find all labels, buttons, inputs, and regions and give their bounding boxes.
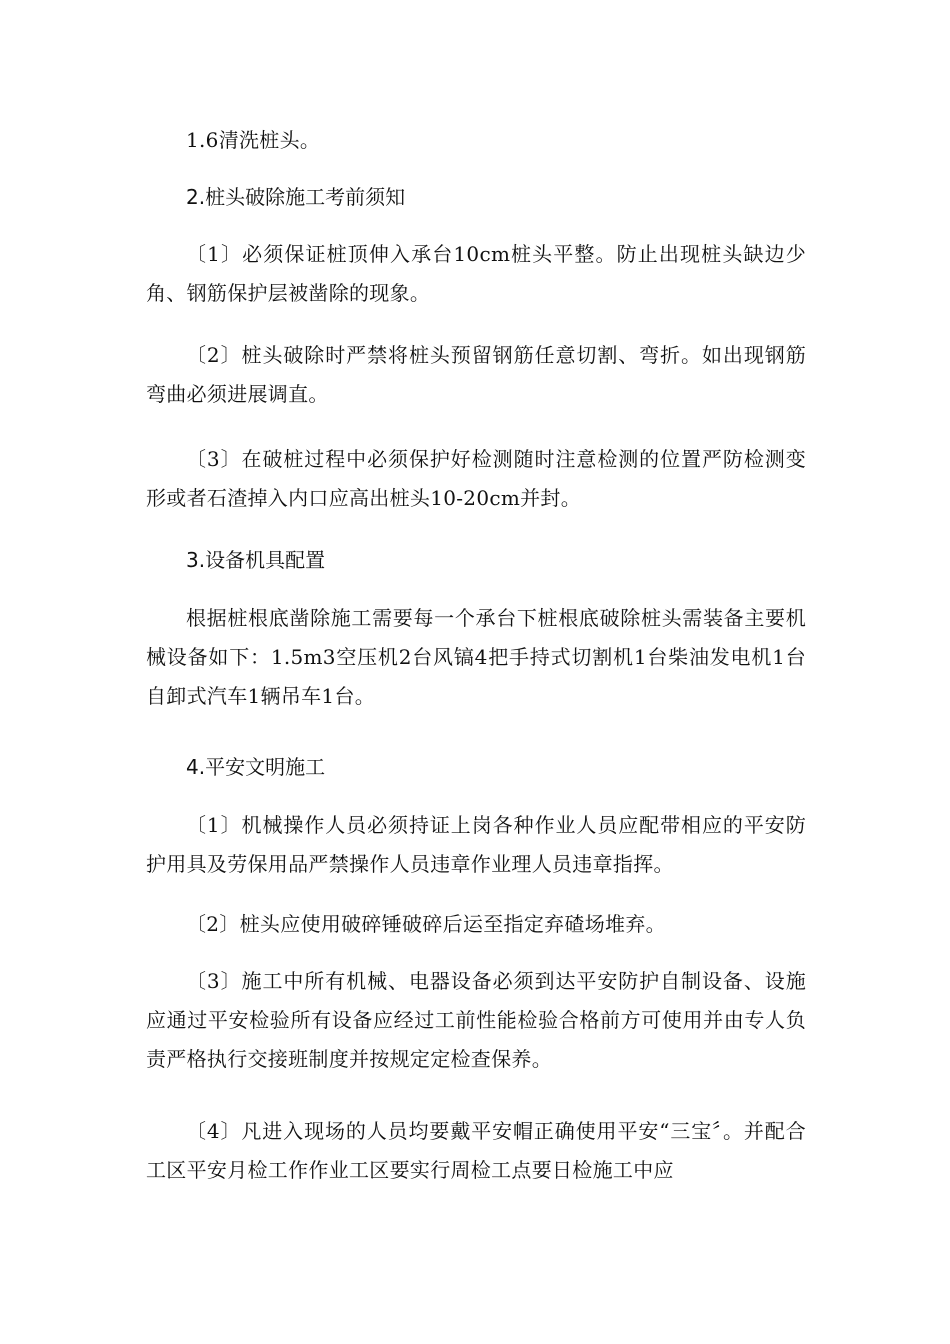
heading-section-2: 2.桩头破除施工考前须知: [186, 185, 406, 209]
paragraph-2-1: 〔1〕必须保证桩顶伸入承台10cm桩头平整。防止出现桩头缺边少角、钢筋保护层被凿除的现象。: [146, 242, 806, 305]
paragraph-4-2: 〔2〕桩头应使用破碎锤破碎后运至指定弃碴场堆弃。: [186, 912, 666, 936]
paragraph-4-4: 〔4〕凡进入现场的人员均要戴平安帽正确使用平安“三宝〞。并配合工区平安月检工作作业工区要实行周检工点要日检施工中应: [146, 1119, 806, 1182]
paragraph-2-2: 〔2〕桩头破除时严禁将桩头预留钢筋任意切割、弯折。如出现钢筋弯曲必须进展调直。: [146, 343, 806, 406]
paragraph-4-1: 〔1〕机械操作人员必须持证上岗各种作业人员应配带相应的平安防护用具及劳保用品严禁操作人员违章作业理人员违章指挥。: [146, 813, 806, 876]
heading-section-3: 3.设备机具配置: [186, 548, 326, 572]
paragraph-3: 根据桩根底凿除施工需要每一个承台下桩根底破除桩头需装备主要机械设备如下：1.5m3空压机2台风镐4把手持式切割机1台柴油发电机1台自卸式汽车1辆吊车1台。: [146, 606, 806, 708]
paragraph-1-6: 1.6清洗桩头。: [186, 128, 321, 152]
paragraph-4-3: 〔3〕施工中所有机械、电器设备必须到达平安防护自制设备、设施应通过平安检验所有设备应经过工前性能检验合格前方可使用并由专人负责严格执行交接班制度并按规定定检查保养。: [146, 969, 806, 1071]
heading-section-4: 4.平安文明施工: [186, 755, 326, 779]
paragraph-2-3: 〔3〕在破桩过程中必须保护好检测随时注意检测的位置严防检测变形或者石渣掉入内口应高出桩头10-20cm并封。: [146, 447, 806, 510]
